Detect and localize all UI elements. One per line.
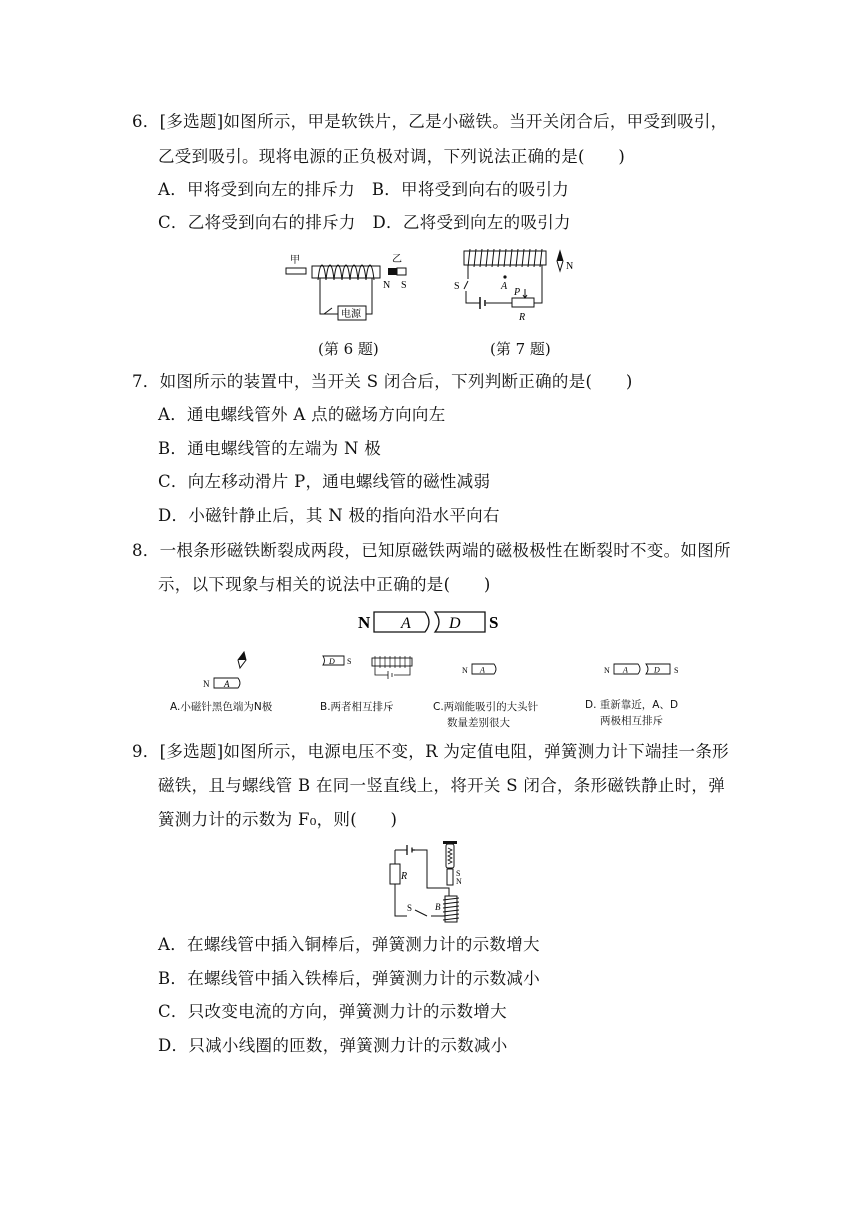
q8b-label-d: D bbox=[329, 657, 335, 666]
q9-option-c: C．只改变电流的方向，弹簧测力计的示数增大 bbox=[158, 1002, 507, 1021]
q9-resistor bbox=[390, 864, 400, 884]
q6-soft-iron bbox=[286, 268, 306, 274]
q7-rheostat bbox=[512, 298, 534, 307]
q6-label-yi: 乙 bbox=[392, 254, 402, 265]
q6-figure bbox=[280, 250, 420, 326]
q7-option-d: D．小磁针静止后，其 N 极的指向沿水平向右 bbox=[158, 506, 500, 525]
q8d-label-n: N bbox=[604, 666, 610, 675]
q9-label-b: B bbox=[435, 902, 441, 912]
q7-compass-needle-tip bbox=[557, 251, 563, 261]
q8-figure-c bbox=[460, 660, 510, 680]
q7-label-r: R bbox=[519, 312, 526, 323]
q7-stem-line1: 7．如图所示的装置中，当开关 S 闭合后，下列判断正确的是( ) bbox=[132, 372, 633, 391]
q8-stem-line1: 8．一根条形磁铁断裂成两段，已知原磁铁两端的磁极极性在断裂时不变。如图所 bbox=[132, 541, 731, 560]
q8-caption-c1: C.两端能吸引的大头针 bbox=[433, 701, 539, 713]
q6-stem-line2: 乙受到吸引。现将电源的正负极对调，下列说法正确的是( ) bbox=[158, 147, 626, 166]
q8c-label-n: N bbox=[462, 666, 468, 675]
q8d-label-d: D bbox=[654, 665, 660, 675]
q7-label-n: N bbox=[566, 261, 574, 272]
q8-main-label-a: A bbox=[401, 615, 411, 632]
q8-figure-d bbox=[602, 660, 692, 680]
q9-bar-magnet bbox=[447, 869, 453, 885]
q7-slider-arrow bbox=[523, 293, 527, 298]
q6-caption: (第 6 题) bbox=[318, 340, 379, 358]
q8d-label-s: S bbox=[674, 666, 679, 675]
q9-label-s-pole: S bbox=[456, 869, 461, 878]
q6-small-magnet-s bbox=[397, 268, 406, 275]
q8b-label-s: S bbox=[347, 657, 352, 666]
q8c-label-a: A bbox=[480, 665, 485, 675]
q6-label-power: 电源 bbox=[341, 309, 361, 320]
q7-label-s: S bbox=[454, 281, 460, 292]
q7-label-a: A bbox=[501, 281, 508, 292]
q8-figure-a bbox=[200, 648, 260, 692]
q8d-label-a: A bbox=[623, 665, 628, 675]
q9-option-d: D．只减小线圈的匝数，弹簧测力计的示数减小 bbox=[158, 1036, 508, 1055]
q9-option-b: B．在螺线管中插入铁棒后，弹簧测力计的示数减小 bbox=[158, 969, 541, 988]
q6-small-magnet-n bbox=[388, 268, 397, 275]
q7-option-c: C．向左移动滑片 P，通电螺线管的磁性减弱 bbox=[158, 472, 491, 491]
q9-stem-line2: 磁铁，且与螺线管 B 在同一竖直线上，将开关 S 闭合，条形磁铁静止时，弹 bbox=[158, 776, 726, 795]
q9-figure bbox=[385, 838, 485, 924]
q8b-solenoid bbox=[372, 658, 412, 666]
q8-main-figure bbox=[355, 608, 505, 638]
q6-switch bbox=[324, 308, 332, 314]
q8-caption-d1: D. 重新靠近，A、D bbox=[585, 699, 679, 711]
q8-figure-b bbox=[320, 653, 420, 683]
q9-stem-line3: 簧测力计的示数为 F₀，则( ) bbox=[158, 810, 398, 829]
q7-option-a: A．通电螺线管外 A 点的磁场方向向左 bbox=[158, 405, 446, 424]
q7-figure bbox=[450, 245, 580, 325]
q9-option-a: A．在螺线管中插入铜棒后，弹簧测力计的示数增大 bbox=[158, 935, 540, 954]
q8-main-label-s: S bbox=[489, 613, 499, 632]
q9-label-r: R bbox=[401, 871, 408, 882]
q8a-label-n: N bbox=[203, 679, 210, 689]
q9-battery bbox=[407, 845, 415, 855]
q6-label-s: S bbox=[401, 280, 407, 291]
q8a-label-a: A bbox=[224, 679, 230, 689]
q8-caption-d2: 两极相互排斥 bbox=[600, 715, 663, 727]
q9-label-switch: S bbox=[407, 903, 413, 913]
q6-label-n: N bbox=[383, 280, 391, 291]
q9-circuit-wire bbox=[395, 850, 449, 916]
q6-options-ab: A．甲将受到向左的排斥力 B．甲将受到向右的吸引力 bbox=[158, 180, 570, 199]
q6-label-jia: 甲 bbox=[290, 255, 300, 266]
q6-core bbox=[312, 266, 380, 278]
q8-main-label-d: D bbox=[449, 615, 461, 632]
q8-main-label-n: N bbox=[358, 613, 371, 632]
q9-label-n-pole: N bbox=[456, 877, 462, 886]
q8b-circuit bbox=[375, 668, 410, 679]
q7-label-p: P bbox=[514, 287, 521, 298]
q7-caption: (第 7 题) bbox=[490, 340, 551, 358]
q8-caption-b: B.两者相互排斥 bbox=[320, 701, 394, 713]
q7-point-a-dot bbox=[503, 275, 506, 278]
q7-option-b: B．通电螺线管的左端为 N 极 bbox=[158, 439, 382, 458]
q6-stem-line1: 6．[多选题]如图所示，甲是软铁片，乙是小磁铁。当开关闭合后，甲受到吸引， bbox=[132, 112, 728, 131]
q8-stem-line2: 示，以下现象与相关的说法中正确的是( ) bbox=[158, 575, 491, 594]
q7-coil bbox=[468, 249, 542, 267]
q8-caption-a: A.小磁针黑色端为N极 bbox=[170, 701, 273, 713]
q6-options-cd: C．乙将受到向右的排斥力 D．乙将受到向左的吸引力 bbox=[158, 213, 571, 232]
q9-stem-line1: 9．[多选题]如图所示，电源电压不变，R 为定值电阻，弹簧测力计下端挂一条形 bbox=[132, 742, 729, 761]
q9-spring bbox=[448, 848, 452, 864]
q8-caption-c2: 数量差别很大 bbox=[447, 717, 510, 729]
q7-battery bbox=[480, 297, 485, 309]
